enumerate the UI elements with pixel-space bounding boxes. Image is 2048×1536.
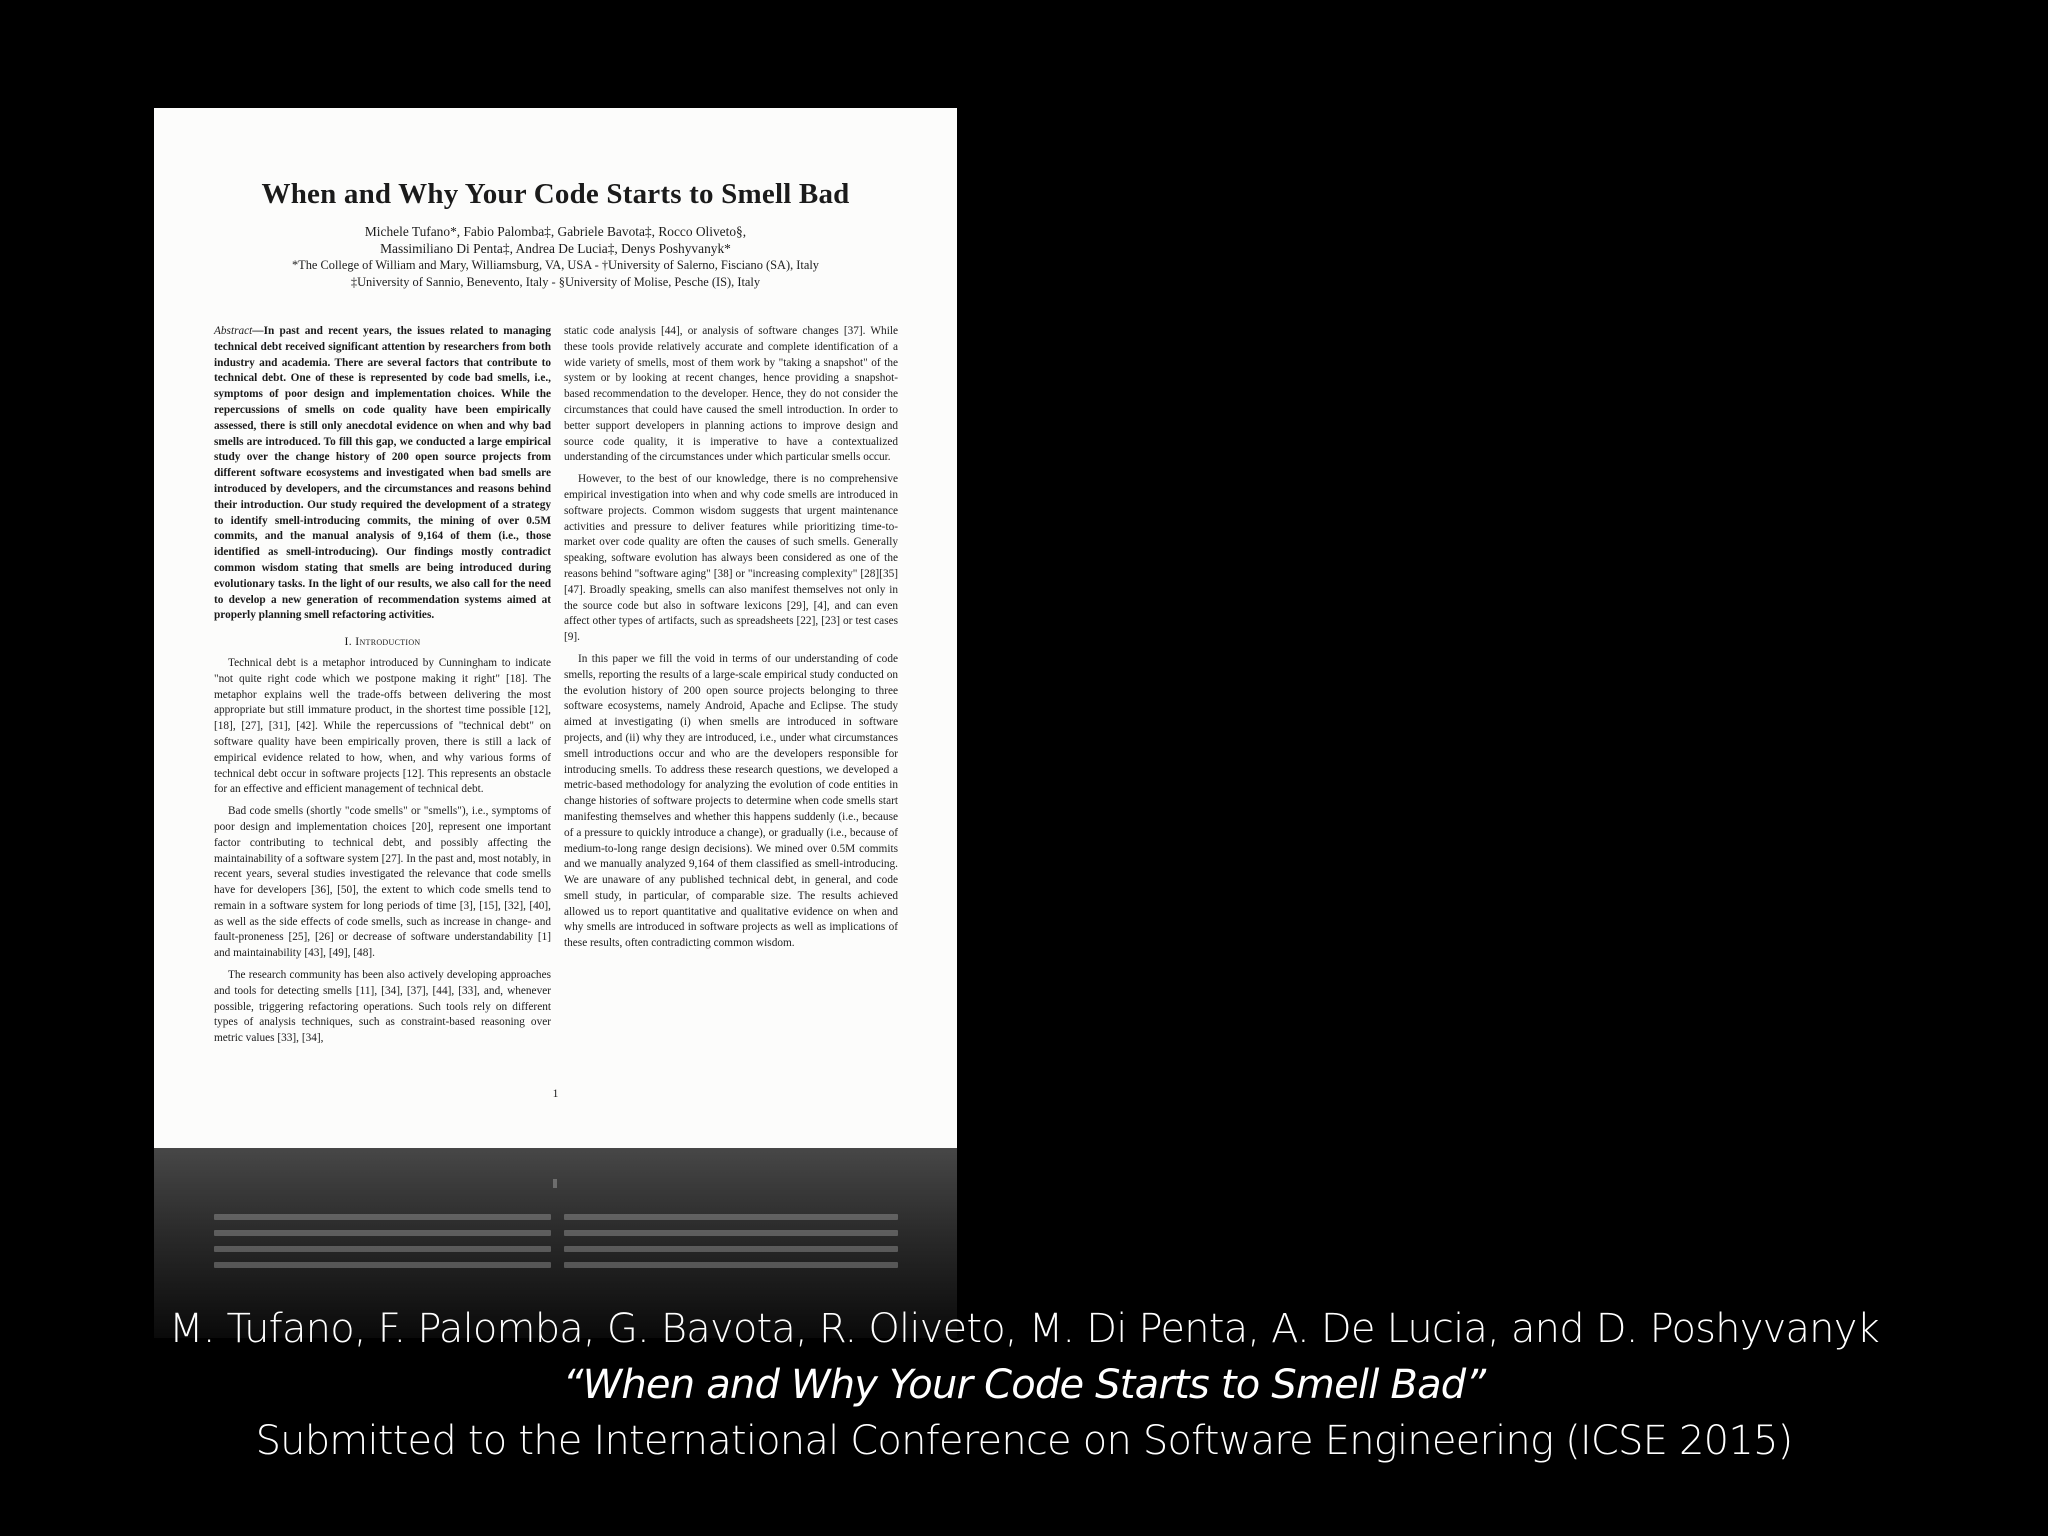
reflection-line <box>214 1214 551 1220</box>
caption-authors: M. Tufano, F. Palomba, G. Bavota, R. Oliveto, M. Di Penta, A. De Lucia, and D. Poshyvanyk <box>169 1306 1879 1352</box>
reflection-line <box>214 1262 551 1268</box>
reflection-line <box>564 1262 898 1268</box>
abstract-body: —In past and recent years, the issues related to managing technical debt received significant attention by researchers from both industry and academia. There are several factors that contribute to technical debt. One of these is represented by code bad smells, i.e., symptoms of poor design and implementation choices. While the repercussions of smells on code quality have been empirically assessed, there is still only anecdotal evidence on when and why bad smells are introduced. To fill this gap, we conducted a large empirical study over the change history of 200 open source projects from different software ecosystems and investigated when bad smells are introduced by developers, and the circumstances and reasons behind their introduction. Our study required the development of a strategy to identify smell-introducing commits, the mining of over 0.5M commits, and the manual analysis of 9,164 of them (i.e., those identified as smell-introducing). Our findings mostly contradict common wisdom stating that smells are being introduced during evolutionary tasks. In the light of our results, we also call for the need to develop a new generation of recommendation systems aimed at properly planning smell refactoring activities. <box>214 325 551 622</box>
right-paragraph-3: In this paper we fill the void in terms of our understanding of code smells, reporting the results of a large-scale empirical study conducted on the evolution history of 200 open source projects belonging to three software ecosystems, namely Android, Apache and Eclipse. The study aimed at investigating (i) when smells are introduced in software projects, and (ii) why they are introduced, i.e., under what circumstances smell introductions occur and who are the developers responsible for introducing smells. To address these research questions, we developed a metric-based methodology for analyzing the evolution of code entities in change histories of software projects to determine when code smells start manifesting themselves and whether this happens suddenly (i.e., because of a pressure to quickly introduce a change), or gradually (i.e., because of medium-to-long range design decisions). We mined over 0.5M commits and we manually analyzed 9,164 of them classified as smell-introducing. We are unaware of any published technical debt, in general, and code smell study, in particular, of comparable size. The results achieved allowed us to report quantitative and qualitative evidence on when and why smells are introduced in software projects as well as implications of these results, often contradicting common wisdom. <box>564 652 898 950</box>
affiliation-line-2: ‡University of Sannio, Benevento, Italy - §University of Molise, Pesche (IS), Italy <box>350 274 761 289</box>
abstract <box>214 324 551 624</box>
authors-line-1: Michele Tufano*, Fabio Palomba‡, Gabriele Bavota‡, Rocco Oliveto§, <box>364 224 747 239</box>
intro-paragraph-2: Bad code smells (shortly "code smells" or "smells"), i.e., symptoms of poor design and implementation choices [20], represent one important factor contributing to technical debt, and possibly affecting the maintainability of a software system [27]. In the past and, most notably, in recent years, several studies investigated the relevance that code smells have for developers [36], [50], the extent to which code smells tend to remain in a software system for long periods of time [3], [15], [32], [40], as well as the side effects of code smells, such as increase in change- and fault-proneness [25], [26] or decrease of software understandability [1] and maintainability [43], [49], [48]. <box>214 805 551 960</box>
authors-line-2: Massimiliano Di Penta‡, Andrea De Lucia‡, Denys Poshyvanyk* <box>380 240 731 256</box>
right-column <box>564 324 898 958</box>
caption-venue: Submitted to the International Conference on Software Engineering (ICSE 2015) <box>255 1418 1793 1464</box>
affiliation-line-1: *The College of William and Mary, Williamsburg, VA, USA - †University of Salerno, Fisciano (SA), Italy <box>291 258 820 272</box>
reflection-line <box>564 1214 898 1220</box>
reflection-line <box>214 1230 551 1236</box>
reflection-line <box>214 1246 551 1252</box>
caption-title: “When and Why Your Code Starts to Smell Bad” <box>562 1362 1486 1408</box>
intro-paragraph-3: The research community has been also actively developing approaches and tools for detecting smells [11], [34], [37], [44], [33], and, whenever possible, triggering refactoring operations. Such tools rely on different types of analysis techniques, such as constraint-based reasoning over metric values [33], [34], <box>214 969 551 1045</box>
abstract-lead: Abstract <box>214 325 253 337</box>
reflection-line <box>564 1230 898 1236</box>
reflection-line <box>564 1246 898 1252</box>
right-paragraph-1: static code analysis [44], or analysis of software changes [37]. While these tools provide relatively accurate and complete identification of a wide variety of smells, most of them work by "taking a snapshot" of the system or by looking at recent changes, hence providing a snapshot-based recommendation to the developer. Hence, they do not consider the circumstances that could have caused the smell introduction. In order to better support developers in planning actions to improve design and source code quality, it is imperative to have a contextualized understanding of the circumstances under which particular smells occur. <box>564 325 898 464</box>
paper-page <box>154 108 957 1148</box>
left-column <box>214 324 551 1053</box>
reflection-page-mark <box>553 1179 557 1188</box>
right-paragraph-2: However, to the best of our knowledge, there is no comprehensive empirical investigation into when and why code smells are introduced in software projects. Common wisdom suggests that urgent maintenance activities and pressure to deliver features while prioritizing time-to-market over code quality are often the causes of such smells. Generally speaking, software evolution has always been considered as one of the reasons behind "software aging" [38] or "increasing complexity" [28][35][47]. Broadly speaking, smells can also manifest themselves not only in the source code but also in software lexicons [29], [4], and can even affect other types of artifacts, such as spreadsheets [22], [23] or test cases [9]. <box>564 473 898 644</box>
intro-paragraph-1: Technical debt is a metaphor introduced by Cunningham to indicate "not quite right code which we postpone making it right" [18]. The metaphor explains well the trade-offs between delivering the most appropriate but still immature product, in the shortest time possible [12], [18], [27], [31], [42]. While the repercussions of "technical debt" on software quality have been empirically proven, there is still a lack of empirical evidence related to how, when, and why various forms of technical debt occur in software projects [12]. This represents an obstacle for an effective and efficient management of technical debt. <box>214 656 551 796</box>
paper-authors <box>154 224 957 290</box>
page-number: 1 <box>552 1088 559 1100</box>
paper-title: When and Why Your Code Starts to Smell Bad <box>261 178 850 210</box>
section-heading-introduction: I. Introduction <box>344 634 421 649</box>
